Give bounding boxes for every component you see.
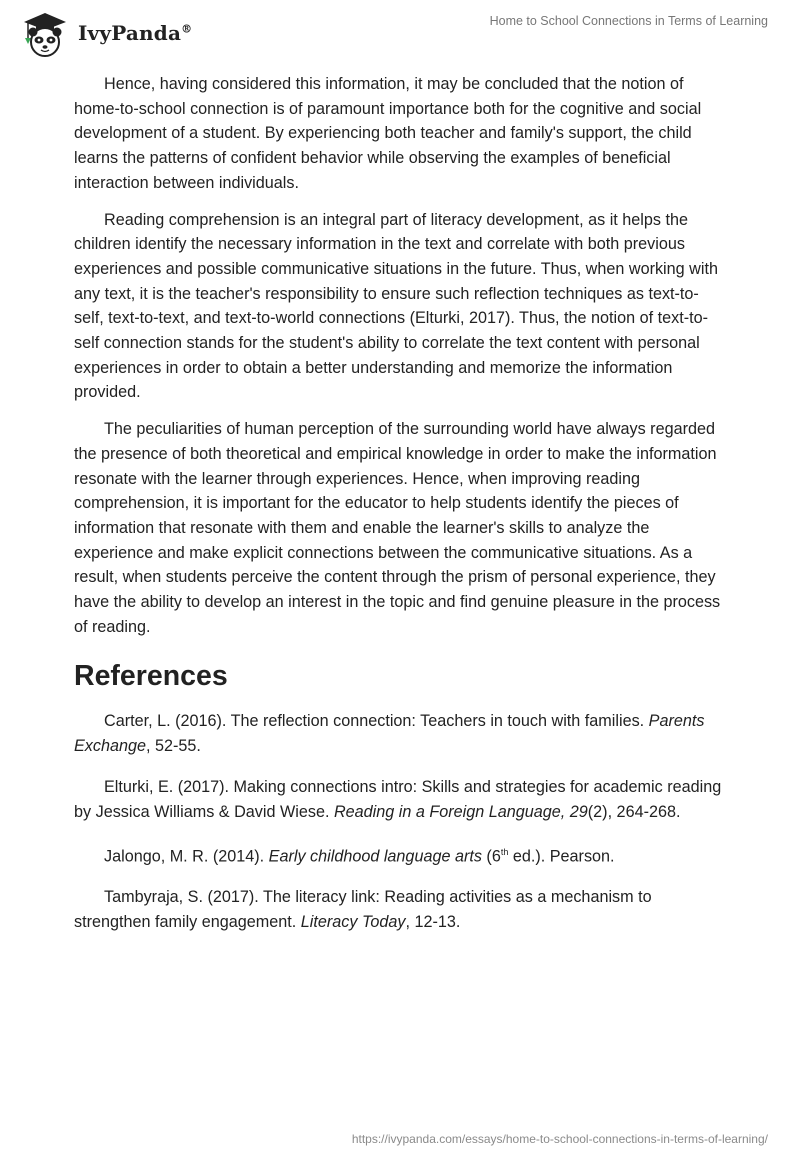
reference-entry: Tambyraja, S. (2017). The literacy link: Reading activities as a mechanism to strengthen family engagement. Literacy Today, 12-13. — [74, 888, 652, 932]
body-paragraph: Reading comprehension is an integral part of literacy development, as it helps the children identify the necessary information in the text and correlate with both previous experiences and possible communicative situations in the future. Thus, when working with any text, it is the teacher's responsibility to ensure such reflection techniques as text-to-self, text-to-text, and text-to-world connections (Elturki, 2017). Thus, the notion of text-to-self connection stands for the student's ability to correlate the text content with personal experiences in order to obtain a better understanding and memorize the information provided. — [74, 210, 718, 402]
logo-text: IvyPanda® — [78, 21, 193, 45]
body-paragraph: Hence, having considered this information, it may be concluded that the notion of home-to-school connection is of paramount importance both for the cognitive and social development of a student. By experiencing both teacher and family's support, the child learns the patterns of confident behavior while observing the examples of beneficial interaction between individuals. — [74, 75, 702, 192]
reference-entry: Jalongo, M. R. (2014). Early childhood language arts (6th ed.). Pearson. — [104, 847, 615, 866]
reference-entry: Elturki, E. (2017). Making connections intro: Skills and strategies for academic reading by Jessica Williams & David Wiese. Reading in a Foreign Language, 29(2), 264-268. — [74, 777, 722, 821]
document-body — [74, 72, 728, 951]
document-title: Home to School Connections in Terms of Learning — [489, 14, 768, 28]
source-url-link[interactable]: https://ivypanda.com/essays/home-to-school-connections-in-terms-of-learning/ — [351, 1132, 768, 1146]
panda-graduation-icon — [16, 8, 74, 58]
ivypanda-logo[interactable] — [16, 8, 192, 58]
references-heading: References — [74, 660, 228, 693]
page-header — [0, 0, 800, 60]
body-paragraph: The peculiarities of human perception of the surrounding world have always regarded the presence of both theoretical and empirical knowledge in order to make the information resonate with the learner through experiences. Hence, when improving reading comprehension, it is important for the educator to help students identify the pieces of information that resonate with them and enable the learner's skills to analyze the experience and make explicit connections between the communicative situations. As a result, when students perceive the content through the prism of personal experience, they have the ability to develop an interest in the topic and find genuine pleasure in the process of reading. — [74, 420, 721, 636]
reference-entry: Carter, L. (2016). The reflection connection: Teachers in touch with families. Parents Exchange, 52-55. — [74, 712, 705, 756]
